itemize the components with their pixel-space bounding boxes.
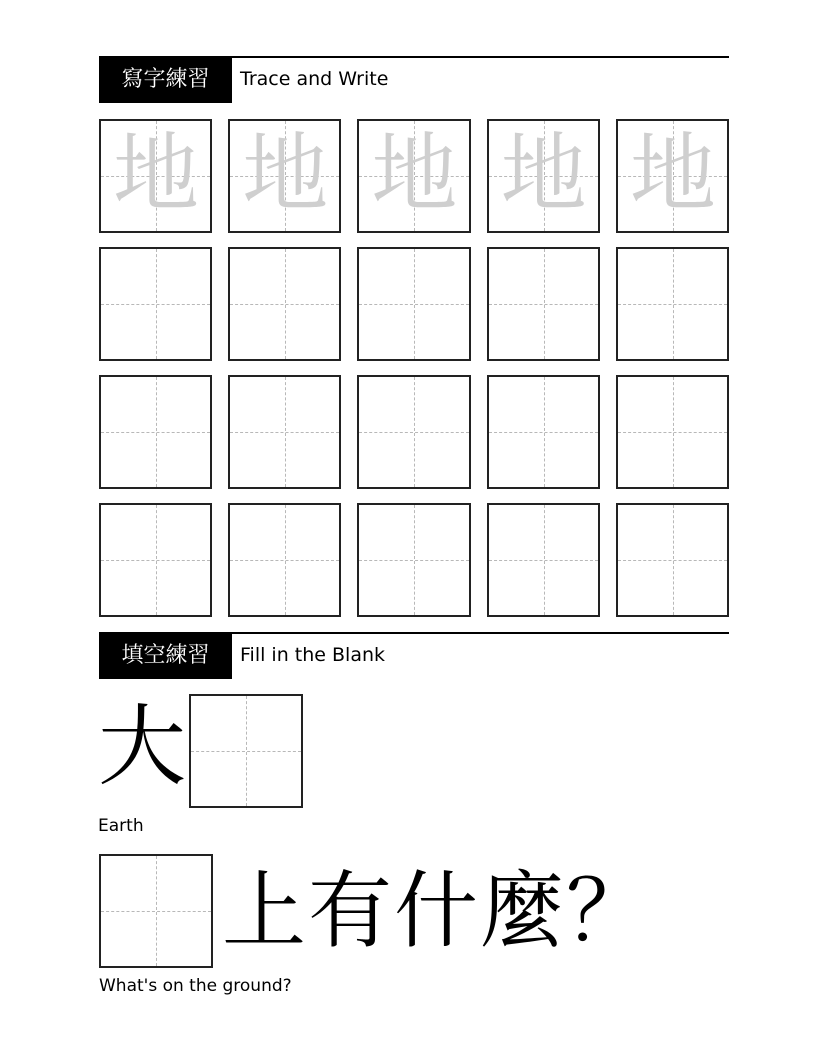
write-row [99, 375, 729, 489]
write-box[interactable] [616, 375, 729, 489]
trace-row [99, 119, 729, 233]
write-box[interactable] [228, 375, 341, 489]
write-box[interactable] [487, 503, 600, 617]
write-box[interactable] [99, 375, 212, 489]
trace-character: 地 [242, 124, 329, 224]
write-box[interactable] [99, 247, 212, 361]
write-box[interactable] [616, 503, 729, 617]
trace-character: 地 [629, 124, 716, 224]
section-label-trace: Trace and Write [240, 68, 389, 90]
trace-character: 地 [113, 124, 199, 224]
write-box[interactable] [228, 247, 341, 361]
trace-character: 地 [500, 124, 587, 224]
blank1-answer-box[interactable] [189, 694, 303, 808]
section-header-trace [99, 56, 729, 104]
section-tag-fill: 填空練習 [99, 633, 232, 679]
write-box[interactable] [228, 503, 341, 617]
section-tag-trace: 寫字練習 [99, 57, 232, 103]
trace-box[interactable] [357, 119, 470, 233]
write-box[interactable] [357, 375, 470, 489]
write-box[interactable] [357, 503, 470, 617]
write-box[interactable] [487, 247, 600, 361]
write-row [99, 503, 729, 617]
write-box[interactable] [99, 503, 212, 617]
practice-grid [99, 119, 729, 631]
section-header-fill [99, 632, 729, 680]
trace-box[interactable] [99, 119, 212, 233]
blank2-sentence: 上有什麼？ [222, 862, 653, 960]
blank2-caption: What's on the ground? [99, 976, 292, 996]
trace-box[interactable] [228, 119, 341, 233]
section-label-fill: Fill in the Blank [240, 644, 386, 666]
trace-box[interactable] [616, 119, 729, 233]
write-row [99, 247, 729, 361]
write-box[interactable] [487, 375, 600, 489]
write-box[interactable] [616, 247, 729, 361]
blank1-prefix-character: 大 [97, 695, 186, 798]
trace-character: 地 [371, 124, 458, 224]
write-box[interactable] [357, 247, 470, 361]
blank2-answer-box[interactable] [99, 854, 213, 968]
trace-box[interactable] [487, 119, 600, 233]
blank1-caption: Earth [98, 816, 144, 836]
